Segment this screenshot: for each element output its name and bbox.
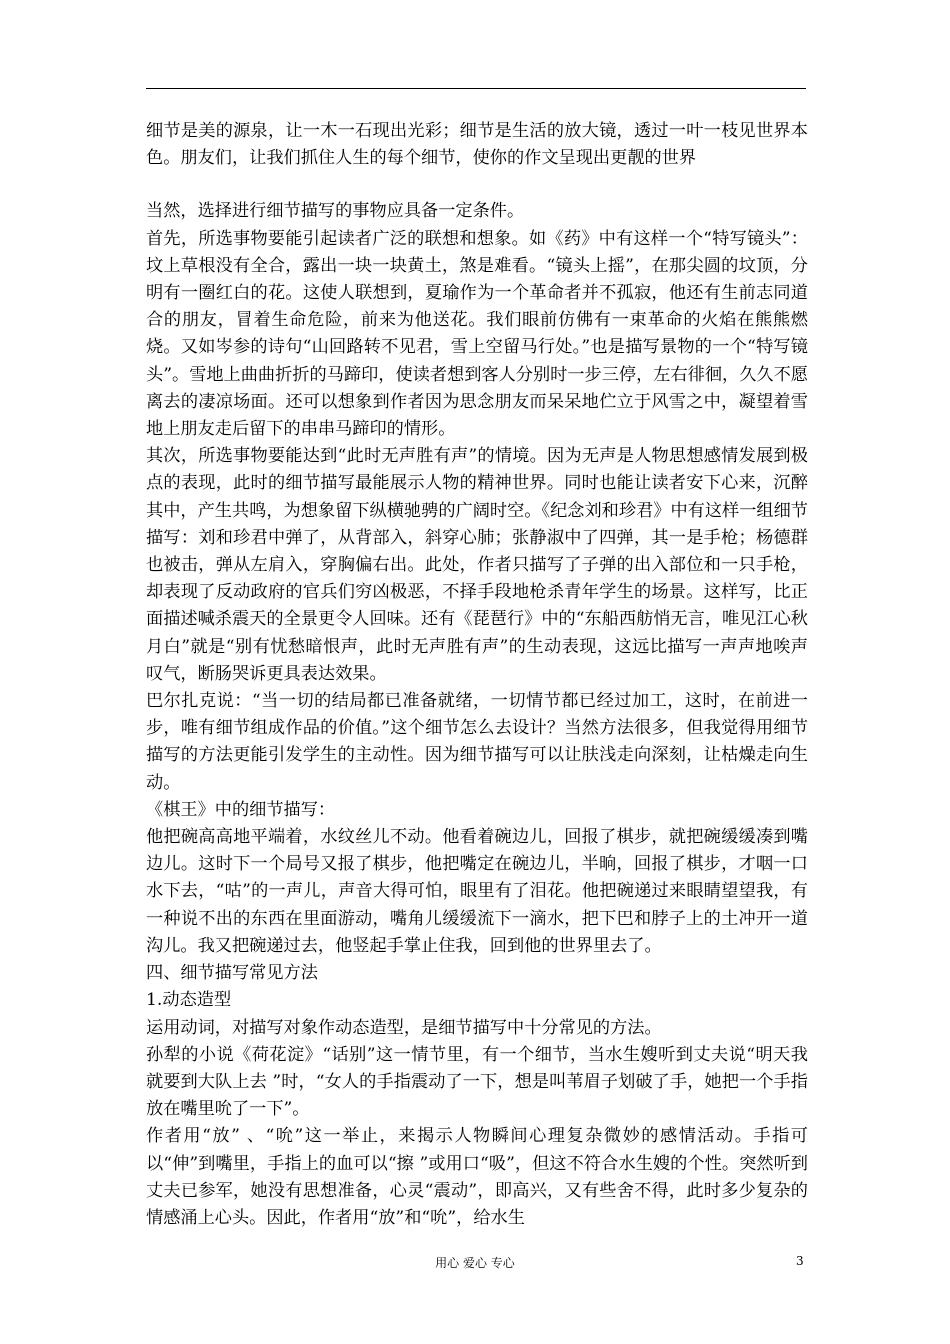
paragraph-balzac: 巴尔扎克说：“当一切的结局都已准备就绪，一切情节都已经过加工，这时，在前进一步，唯有细节组成作品的价值。”这个细节怎么去设计？当然方法很多，但我觉得用细节描写的方法更能引发学生的主动性。因为细节描写可以让肤浅走向深刻，让枯燥走向生动。 xyxy=(146,691,808,793)
header-rule xyxy=(146,88,806,89)
paragraph-qiwang-excerpt: 他把碗高高地平端着，水纹丝儿不动。他看着碗边儿，回报了棋步，就把碗缓缓凑到嘴边儿。这时下一个局号又报了棋步，他把嘴定在碗边儿，半晌，回报了棋步，才咽一口水下去，“咕”的一声儿，声音大得可怕，眼里有了泪花。他把碗递过来眼睛望望我，有一种说不出的东西在里面游动，嘴角儿缓缓流下一滴水，把下巴和脖子上的土冲开一道沟儿。我又把碗递过去，他竖起手掌止住我，回到他的世界里去了。 xyxy=(146,827,808,956)
page-number: 3 xyxy=(796,1254,804,1268)
footer-text: 用心 爱心 专心 xyxy=(435,1256,515,1270)
paragraph-gap xyxy=(146,172,808,198)
paragraph-second: 其次，所选事物要能达到“此时无声胜有声”的情境。因为无声是人物思想感情发展到极点的表现，此时的细节描写最能展示人物的精神世界。同时也能让读者安下心来，沉醉其中，产生共鸣，为想象留下纵横驰骋的广阔时空。《纪念刘和珍君》中有这样一组细节描写：刘和珍君中弹了，从背部入，斜穿心肺；张静淑中了四弹，其一是手枪；杨德群也被击，弹从左肩入，穿胸偏右出。此处，作者只描写了子弹的出入部位和一只手枪，却表现了反动政府的官兵们穷凶极恶，不择手段地枪杀青年学生的场景。这样写，比正面描述喊杀震天的全景更令人回味。还有《琵琶行》中的“东船西舫悄无言，唯见江心秋月白”就是“别有忧愁暗恨声，此时无声胜有声”的生动表现，这远比描写一声声地唉声叹气，断肠哭诉更具表达效果。 xyxy=(146,446,808,684)
paragraph-dynamic-method: 运用动词，对描写对象作动态造型，是细节描写中十分常见的方法。 xyxy=(146,1017,662,1038)
paragraph-hehuadian: 孙犁的小说《荷花淀》“话别”这一情节里，有一个细节，当水生嫂听到丈夫说“明天我就要到大队上去 ”时，“女人的手指震动了一下，想是叫苇眉子划破了手，她把一个手指放在嘴里吮了一下”。 xyxy=(146,1044,808,1120)
section-heading: 四、细节描写常见方法 xyxy=(146,963,318,984)
paragraph-analysis: 作者用“放” 、“吮”这一举止，来揭示人物瞬间心理复杂微妙的感情活动。手指可以“伸”到嘴里，手指上的血可以“擦 ”或用口“吸”，但这不符合水生嫂的个性。突然听到丈夫已参军，她没有思想准备，心灵“震动”，即高兴，又有些舍不得，此时多少复杂的情感涌上心头。因此，作者用“放”和“吮”，给水生 xyxy=(146,1126,808,1228)
paragraph-first: 首先，所选事物要能引起读者广泛的联想和想象。如《药》中有这样一个“特写镜头”：坟上草根没有全合，露出一块一块黄土，煞是难看。“镜头上摇”，在那尖圆的坟顶，分明有一圈红白的花。这使人联想到，夏瑜作为一个革命者并不孤寂，他还有生前志同道合的朋友，冒着生命危险，前来为他送花。我们眼前仿佛有一束革命的火焰在熊熊燃烧。又如岑参的诗句“山回路转不见君，雪上空留马行处。”也是描写景物的一个“特写镜头”。雪地上曲曲折折的马蹄印，使读者想到客人分别时一步三停，左右徘徊，久久不愿离去的凄凉场面。还可以想象到作者因为思念朋友而呆呆地伫立于风雪之中，凝望着雪地上朋友走后留下的串串马蹄印的情形。 xyxy=(146,228,808,440)
subsection-heading: 1.动态造型 xyxy=(146,990,232,1011)
paragraph-qiwang-heading: 《棋王》中的细节描写： xyxy=(146,799,336,820)
paragraph-conditions: 当然，选择进行细节描写的事物应具备一定条件。 xyxy=(146,201,525,222)
document-body xyxy=(146,118,808,1232)
intro-paragraph: 细节是美的源泉，让一木一石现出光彩；细节是生活的放大镜，透过一叶一枝见世界本色。朋友们，让我们抓住人生的每个细节，使你的作文呈现出更靓的世界 xyxy=(146,121,808,169)
